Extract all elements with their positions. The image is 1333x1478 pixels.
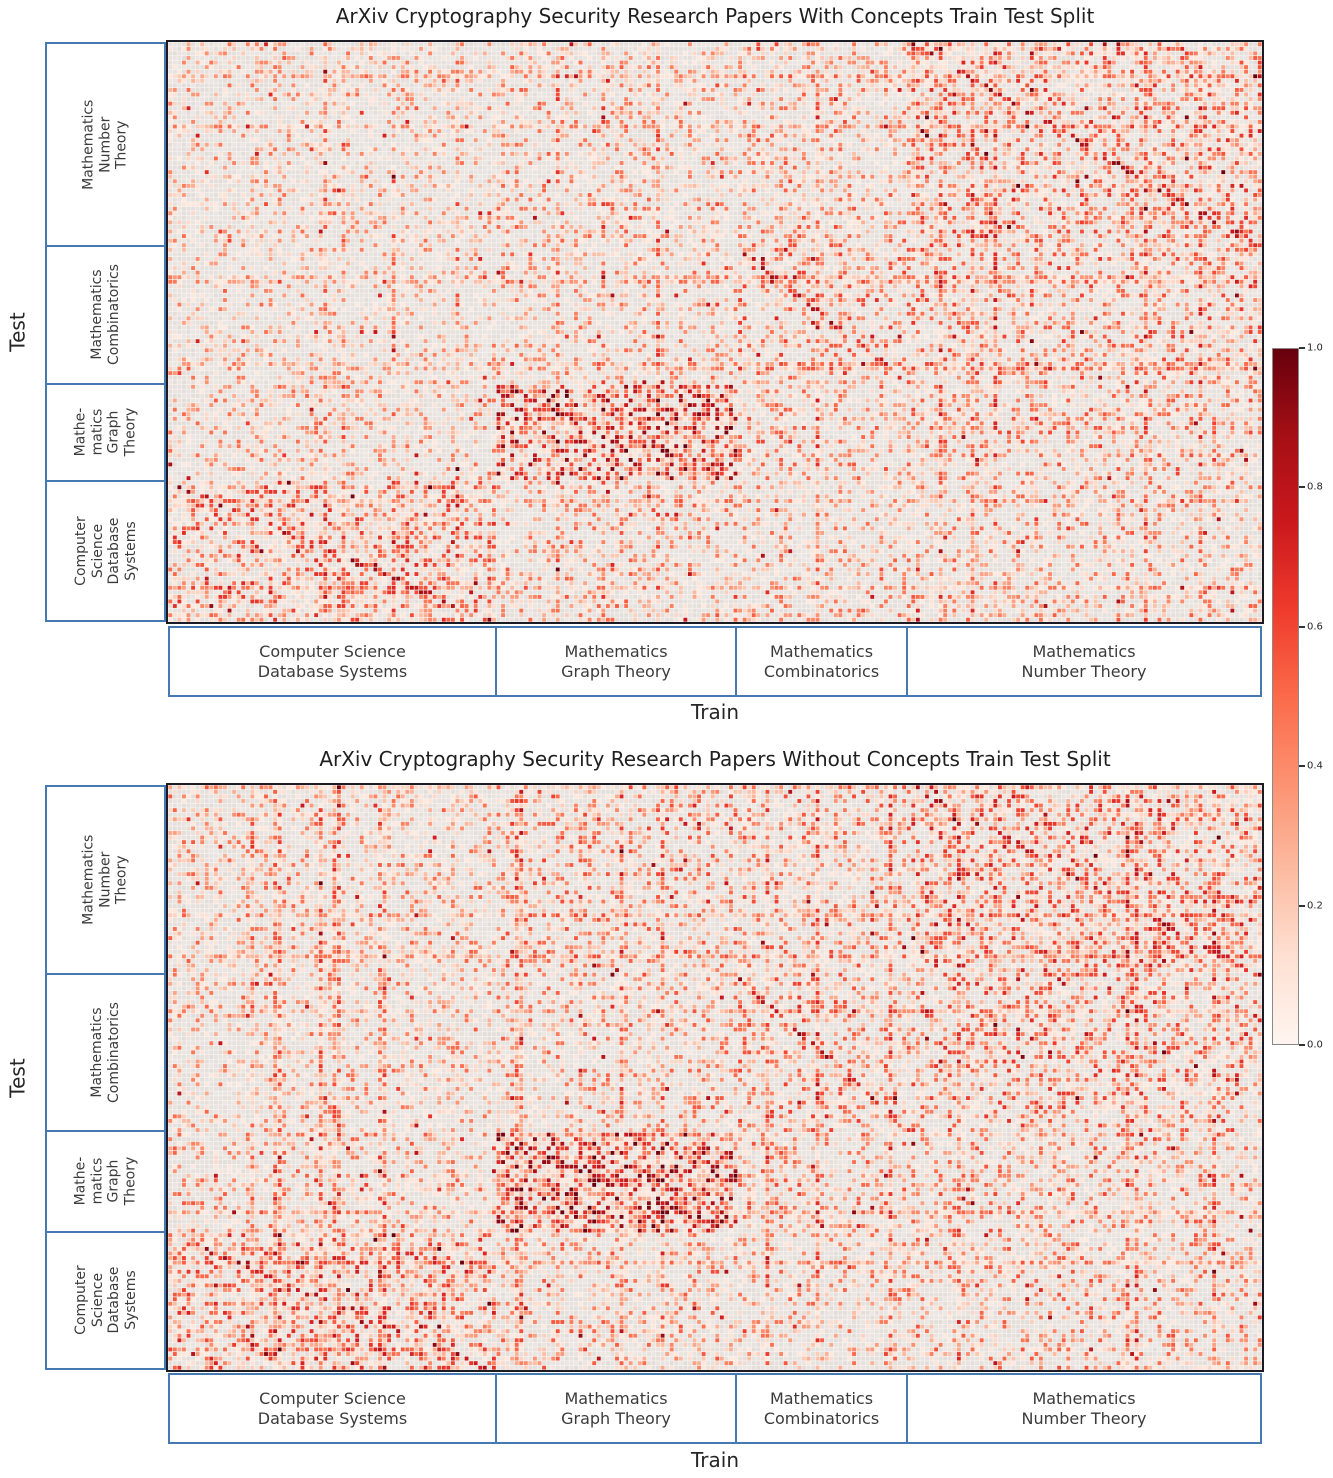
- y-axis-label: Test: [6, 312, 31, 352]
- x-category-cs-db: [168, 626, 497, 697]
- x-axis-label: Train: [691, 1448, 739, 1472]
- category-label: Mathe- matics Graph Theory: [72, 1157, 139, 1206]
- colorbar-tick-label: 0.8: [1307, 481, 1323, 493]
- category-label: Mathematics Number Theory: [80, 99, 130, 190]
- colorbar-tick-mark: [1299, 765, 1305, 767]
- category-label: Mathematics Combinatorics: [763, 642, 880, 681]
- chart-title: ArXiv Cryptography Security Research Papers With Concepts Train Test Split: [335, 4, 1095, 28]
- category-label: Mathematics Combinatorics: [88, 264, 122, 366]
- y-axis-label: Test: [6, 1057, 31, 1098]
- chart-title: ArXiv Cryptography Security Research Papers Without Concepts Train Test Split: [319, 747, 1111, 771]
- y-category-cs-db: [45, 480, 166, 622]
- category-label: Computer Science Database Systems: [257, 642, 408, 681]
- colorbar-tick-label: 0.2: [1307, 900, 1323, 912]
- y-category-gt: [45, 383, 166, 482]
- y-category-nt: [45, 42, 166, 247]
- category-label: Mathematics Number Theory: [80, 834, 130, 926]
- y-category-mc: [45, 973, 166, 1132]
- colorbar-tick-mark: [1299, 1044, 1305, 1046]
- colorbar-tick-label: 1.0: [1307, 342, 1323, 354]
- category-label: Mathe- matics Graph Theory: [72, 408, 139, 457]
- colorbar-gradient: [1272, 348, 1299, 1045]
- category-label: Computer Science Database Systems: [257, 1389, 408, 1428]
- colorbar-tick-mark: [1299, 486, 1305, 488]
- colorbar-tick-mark: [1299, 626, 1305, 628]
- category-label: Mathematics Number Theory: [1021, 642, 1147, 681]
- x-category-gt: [495, 1373, 737, 1444]
- x-category-mc: [735, 626, 908, 697]
- x-category-cs-db: [168, 1373, 497, 1444]
- category-label: Mathematics Combinatorics: [88, 1002, 122, 1103]
- heatmap-canvas: [166, 40, 1264, 624]
- x-category-nt: [906, 626, 1262, 697]
- y-category-cs-db: [45, 1231, 166, 1370]
- x-axis-label: Train: [691, 700, 739, 724]
- colorbar-tick-mark: [1299, 347, 1305, 349]
- category-label: Mathematics Graph Theory: [561, 1389, 671, 1428]
- heatmap-canvas: [166, 783, 1264, 1372]
- y-axis-label-wrap: [0, 785, 36, 1370]
- y-category-nt: [45, 785, 166, 975]
- category-label: Mathematics Graph Theory: [561, 642, 671, 681]
- x-category-nt: [906, 1373, 1262, 1444]
- colorbar-tick-label: 0.4: [1307, 760, 1323, 772]
- category-label: Mathematics Combinatorics: [763, 1389, 880, 1428]
- category-label: Mathematics Number Theory: [1021, 1389, 1147, 1428]
- x-category-gt: [495, 626, 737, 697]
- category-label: Computer Science Database Systems: [72, 1265, 139, 1336]
- y-category-gt: [45, 1130, 166, 1233]
- colorbar-tick-label: 0.6: [1307, 621, 1323, 633]
- category-label: Computer Science Database Systems: [72, 516, 139, 586]
- y-category-mc: [45, 245, 166, 385]
- colorbar-tick-label: 0.0: [1307, 1039, 1323, 1051]
- x-category-mc: [735, 1373, 908, 1444]
- colorbar-tick-mark: [1299, 905, 1305, 907]
- y-axis-label-wrap: [0, 42, 36, 622]
- colorbar: [1272, 342, 1323, 1051]
